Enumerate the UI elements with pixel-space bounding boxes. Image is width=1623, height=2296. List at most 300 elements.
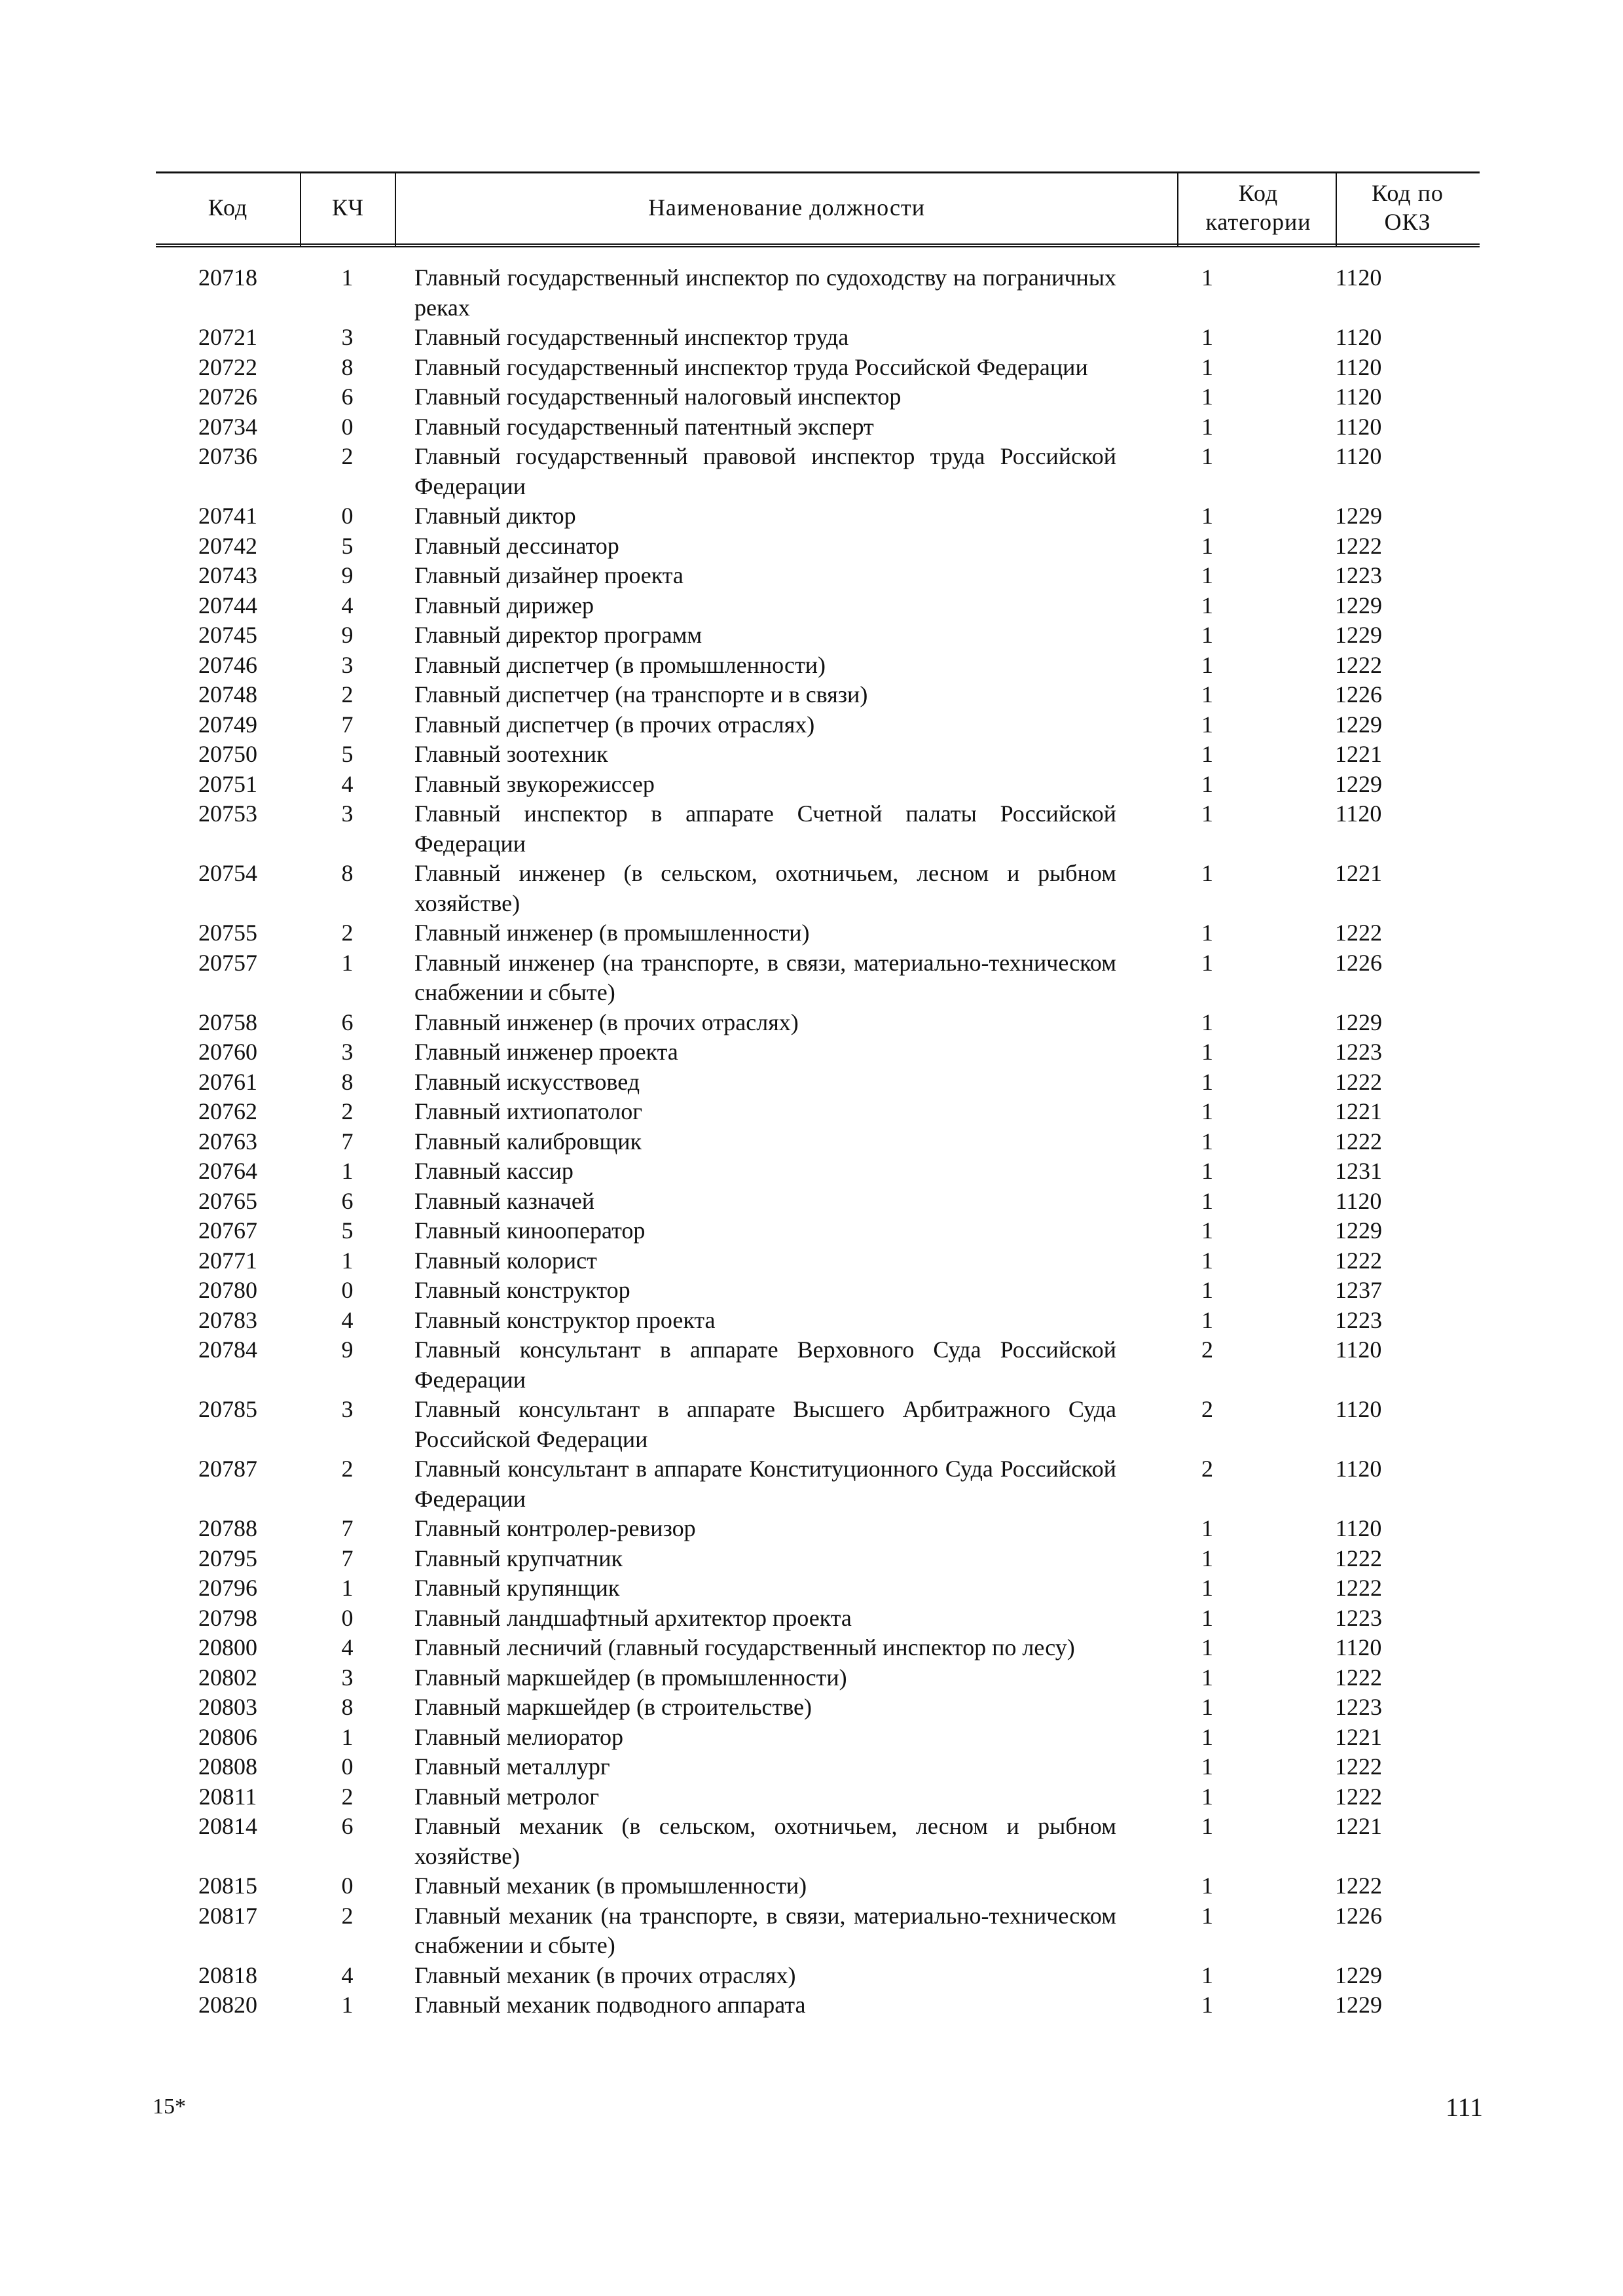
cell-code: 20753 (198, 800, 257, 827)
cell-code: 20811 (198, 1783, 257, 1810)
table-row (156, 412, 1480, 442)
cell-code: 20814 (198, 1813, 257, 1839)
cell-kch: 1 (341, 264, 354, 291)
cell-name: Главный ихтиопатолог (414, 1098, 642, 1124)
cell-okz: 1229 (1335, 1962, 1382, 1988)
cell-okz: 1231 (1335, 1158, 1382, 1184)
cell-code: 20808 (198, 1753, 257, 1780)
column-divider (1336, 171, 1337, 246)
cell-category: 1 (1201, 1306, 1213, 1333)
cell-okz: 1120 (1335, 1396, 1382, 1422)
cell-category: 1 (1201, 1068, 1213, 1095)
cell-kch: 2 (341, 681, 354, 708)
table-row (156, 1127, 1480, 1157)
cell-name: Главный механик (в сельском, охотничьем, лесном и рыбном хозяйстве) (414, 1813, 1116, 1869)
table-row (156, 859, 1480, 918)
cell-category: 1 (1201, 622, 1213, 648)
table-row (156, 1276, 1480, 1306)
cell-category: 1 (1201, 1575, 1213, 1601)
cell-okz: 1120 (1335, 353, 1382, 380)
cell-category: 1 (1201, 1962, 1213, 1988)
cell-name: Главный механик подводного аппарата (414, 1992, 806, 2018)
table-row (156, 1187, 1480, 1217)
cell-code: 20726 (198, 384, 257, 410)
table-row (156, 1097, 1480, 1127)
cell-code: 20758 (198, 1009, 257, 1035)
cell-name: Главный казначей (414, 1187, 595, 1214)
cell-name: Главный инспектор в аппарате Счетной палаты Российской Федерации (414, 800, 1116, 857)
table-row (156, 591, 1480, 621)
cell-code: 20788 (198, 1515, 257, 1541)
cell-kch: 1 (341, 949, 354, 976)
cell-kch: 9 (341, 1336, 354, 1363)
table-row (156, 353, 1480, 383)
header-name: Наименование должности (647, 194, 926, 221)
cell-code: 20749 (198, 711, 257, 738)
cell-name: Главный государственный инспектор по судоходству на пограничных реках (414, 264, 1116, 321)
cell-kch: 2 (341, 1783, 354, 1810)
cell-code: 20764 (198, 1158, 257, 1184)
cell-name: Главный механик (в промышленности) (414, 1873, 807, 1899)
cell-okz: 1226 (1335, 1902, 1382, 1929)
cell-name: Главный консультант в аппарате Верховного Суда Российской Федерации (414, 1336, 1116, 1393)
cell-okz: 1229 (1335, 1217, 1382, 1244)
cell-category: 1 (1201, 949, 1213, 976)
table-row (156, 740, 1480, 770)
cell-code: 20780 (198, 1277, 257, 1303)
cell-kch: 9 (341, 562, 354, 588)
cell-okz: 1221 (1335, 741, 1382, 767)
table-row (156, 531, 1480, 562)
cell-name: Главный государственный патентный эксперт (414, 413, 874, 440)
cell-kch: 2 (341, 920, 354, 946)
cell-code: 20743 (198, 562, 257, 588)
cell-category: 1 (1201, 1009, 1213, 1035)
cell-kch: 5 (341, 741, 354, 767)
cell-kch: 0 (341, 1753, 354, 1780)
header-category: Код категории (1205, 180, 1311, 235)
table-row (156, 651, 1480, 681)
cell-category: 1 (1201, 651, 1213, 678)
cell-category: 1 (1201, 1902, 1213, 1929)
cell-code: 20815 (198, 1873, 257, 1899)
cell-code: 20755 (198, 920, 257, 946)
cell-code: 20757 (198, 949, 257, 976)
cell-code: 20798 (198, 1604, 257, 1631)
cell-code: 20803 (198, 1694, 257, 1720)
cell-code: 20751 (198, 770, 257, 797)
cell-kch: 4 (341, 592, 354, 619)
cell-okz: 1223 (1335, 1604, 1382, 1631)
cell-okz: 1222 (1335, 1753, 1382, 1780)
cell-name: Главный колорист (414, 1247, 597, 1274)
cell-okz: 1120 (1335, 800, 1382, 827)
cell-category: 1 (1201, 1277, 1213, 1303)
cell-code: 20748 (198, 681, 257, 708)
cell-code: 20734 (198, 413, 257, 440)
cell-name: Главный диктор (414, 503, 576, 529)
cell-kch: 6 (341, 1813, 354, 1839)
header-okz: Код по ОКЗ (1372, 180, 1444, 235)
table-row (156, 1454, 1480, 1514)
cell-category: 1 (1201, 592, 1213, 619)
cell-category: 1 (1201, 1039, 1213, 1065)
cell-okz: 1120 (1335, 1515, 1382, 1541)
cell-okz: 1221 (1335, 1813, 1382, 1839)
table-row (156, 382, 1480, 412)
table-row (156, 948, 1480, 1008)
table-row (156, 620, 1480, 651)
cell-category: 1 (1201, 860, 1213, 886)
cell-code: 20750 (198, 741, 257, 767)
cell-kch: 1 (341, 1723, 354, 1750)
cell-okz: 1120 (1335, 443, 1382, 469)
cell-okz: 1120 (1335, 1634, 1382, 1660)
cell-category: 1 (1201, 1128, 1213, 1155)
table-row (156, 1901, 1480, 1961)
cell-name: Главный инженер (на транспорте, в связи, материально-техническом снабжении и сбыте) (414, 949, 1116, 1005)
cell-name: Главный государственный правовой инспектор труда Российской Федерации (414, 443, 1116, 499)
cell-name: Главный кинооператор (414, 1217, 646, 1244)
cell-okz: 1222 (1335, 651, 1382, 678)
table-row (156, 561, 1480, 591)
header-code: Код (208, 194, 248, 221)
cell-code: 20784 (198, 1336, 257, 1363)
cell-code: 20796 (198, 1575, 257, 1601)
cell-name: Главный дизайнер проекта (414, 562, 684, 588)
cell-name: Главный инженер проекта (414, 1039, 678, 1065)
cell-kch: 3 (341, 800, 354, 827)
cell-code: 20795 (198, 1545, 257, 1571)
cell-category: 1 (1201, 1992, 1213, 2018)
cell-kch: 0 (341, 1873, 354, 1899)
cell-code: 20820 (198, 1992, 257, 2018)
cell-okz: 1229 (1335, 503, 1382, 529)
cell-okz: 1223 (1335, 562, 1382, 588)
cell-kch: 3 (341, 1396, 354, 1422)
cell-code: 20736 (198, 443, 257, 469)
cell-code: 20806 (198, 1723, 257, 1750)
cell-name: Главный металлург (414, 1753, 610, 1780)
cell-code: 20761 (198, 1068, 257, 1095)
cell-okz: 1229 (1335, 711, 1382, 738)
table-row (156, 680, 1480, 710)
cell-category: 1 (1201, 800, 1213, 827)
cell-okz: 1229 (1335, 592, 1382, 619)
cell-category: 1 (1201, 1217, 1213, 1244)
cell-kch: 0 (341, 503, 354, 529)
cell-code: 20818 (198, 1962, 257, 1988)
cell-okz: 1222 (1335, 1664, 1382, 1691)
cell-kch: 1 (341, 1575, 354, 1601)
table-row (156, 1544, 1480, 1574)
cell-name: Главный диспетчер (в прочих отраслях) (414, 711, 815, 738)
cell-category: 1 (1201, 443, 1213, 469)
cell-okz: 1222 (1335, 920, 1382, 946)
cell-category: 1 (1201, 562, 1213, 588)
cell-kch: 3 (341, 1664, 354, 1691)
cell-code: 20742 (198, 532, 257, 559)
cell-category: 1 (1201, 384, 1213, 410)
cell-kch: 3 (341, 324, 354, 350)
cell-code: 20771 (198, 1247, 257, 1274)
table-row (156, 501, 1480, 531)
table-body (156, 263, 1480, 2020)
cell-okz: 1222 (1335, 532, 1382, 559)
table-row (156, 1514, 1480, 1544)
cell-code: 20745 (198, 622, 257, 648)
cell-kch: 7 (341, 1515, 354, 1541)
header-double-rule (156, 243, 1480, 247)
cell-okz: 1222 (1335, 1783, 1382, 1810)
table-row (156, 710, 1480, 740)
cell-okz: 1226 (1335, 949, 1382, 976)
table-row (156, 1395, 1480, 1454)
cell-okz: 1221 (1335, 1723, 1382, 1750)
cell-kch: 8 (341, 353, 354, 380)
cell-okz: 1222 (1335, 1128, 1382, 1155)
table-row (156, 1990, 1480, 2020)
cell-category: 1 (1201, 1098, 1213, 1124)
cell-name: Главный звукорежиссер (414, 770, 655, 797)
cell-name: Главный ландшафтный архитектор проекта (414, 1604, 852, 1631)
table-row (156, 1037, 1480, 1067)
cell-kch: 7 (341, 711, 354, 738)
cell-category: 1 (1201, 1783, 1213, 1810)
cell-kch: 4 (341, 1634, 354, 1660)
cell-okz: 1120 (1335, 1336, 1382, 1363)
cell-kch: 1 (341, 1158, 354, 1184)
cell-category: 2 (1201, 1456, 1213, 1482)
table-row (156, 1157, 1480, 1187)
cell-category: 1 (1201, 503, 1213, 529)
cell-code: 20802 (198, 1664, 257, 1691)
table-row (156, 1573, 1480, 1604)
cell-kch: 7 (341, 1128, 354, 1155)
cell-category: 1 (1201, 1723, 1213, 1750)
cell-okz: 1120 (1335, 264, 1382, 291)
cell-name: Главный дессинатор (414, 532, 619, 559)
table-row (156, 1752, 1480, 1782)
cell-code: 20767 (198, 1217, 257, 1244)
table-row (156, 1782, 1480, 1812)
cell-kch: 0 (341, 413, 354, 440)
cell-name: Главный искусствовед (414, 1068, 640, 1095)
cell-okz: 1222 (1335, 1247, 1382, 1274)
cell-okz: 1223 (1335, 1306, 1382, 1333)
cell-kch: 1 (341, 1247, 354, 1274)
cell-okz: 1229 (1335, 770, 1382, 797)
cell-code: 20721 (198, 324, 257, 350)
cell-name: Главный консультант в аппарате Высшего Арбитражного Суда Российской Федерации (414, 1396, 1116, 1452)
cell-name: Главный калибровщик (414, 1128, 642, 1155)
cell-category: 1 (1201, 681, 1213, 708)
cell-okz: 1223 (1335, 1039, 1382, 1065)
cell-name: Главный маркшейдер (в промышленности) (414, 1664, 847, 1691)
cell-code: 20722 (198, 353, 257, 380)
cell-category: 1 (1201, 1753, 1213, 1780)
cell-category: 1 (1201, 1813, 1213, 1839)
cell-okz: 1120 (1335, 324, 1382, 350)
cell-category: 1 (1201, 1664, 1213, 1691)
cell-code: 20741 (198, 503, 257, 529)
cell-kch: 2 (341, 1902, 354, 1929)
table-row (156, 1871, 1480, 1901)
cell-okz: 1229 (1335, 622, 1382, 648)
cell-code: 20800 (198, 1634, 257, 1660)
cell-category: 1 (1201, 920, 1213, 946)
cell-okz: 1120 (1335, 413, 1382, 440)
cell-code: 20760 (198, 1039, 257, 1065)
cell-kch: 1 (341, 1992, 354, 2018)
table-row (156, 442, 1480, 501)
table-row (156, 1693, 1480, 1723)
cell-category: 1 (1201, 1545, 1213, 1571)
cell-name: Главный крупянщик (414, 1575, 620, 1601)
cell-category: 1 (1201, 1515, 1213, 1541)
cell-code: 20763 (198, 1128, 257, 1155)
cell-category: 1 (1201, 741, 1213, 767)
cell-category: 1 (1201, 1187, 1213, 1214)
column-divider (1177, 171, 1178, 246)
table-row (156, 1604, 1480, 1634)
cell-kch: 7 (341, 1545, 354, 1571)
cell-kch: 2 (341, 1456, 354, 1482)
cell-category: 1 (1201, 1694, 1213, 1720)
table-row (156, 1008, 1480, 1038)
table-row (156, 1067, 1480, 1098)
cell-category: 1 (1201, 264, 1213, 291)
cell-kch: 6 (341, 1009, 354, 1035)
cell-kch: 8 (341, 1068, 354, 1095)
cell-code: 20754 (198, 860, 257, 886)
cell-category: 1 (1201, 1247, 1213, 1274)
cell-kch: 8 (341, 860, 354, 886)
cell-kch: 4 (341, 1962, 354, 1988)
cell-kch: 3 (341, 1039, 354, 1065)
page-number: 111 (1446, 2092, 1484, 2122)
cell-category: 1 (1201, 532, 1213, 559)
signature-mark: 15* (153, 2094, 186, 2119)
cell-category: 1 (1201, 711, 1213, 738)
table-row (156, 918, 1480, 948)
cell-kch: 5 (341, 1217, 354, 1244)
cell-name: Главный контролер-ревизор (414, 1515, 696, 1541)
table-row (156, 1633, 1480, 1663)
cell-name: Главный механик (на транспорте, в связи, материально-техническом снабжении и сбыте) (414, 1902, 1116, 1958)
cell-code: 20787 (198, 1456, 257, 1482)
cell-category: 1 (1201, 353, 1213, 380)
table-row (156, 1663, 1480, 1693)
cell-kch: 6 (341, 384, 354, 410)
cell-name: Главный государственный налоговый инспектор (414, 384, 902, 410)
cell-okz: 1226 (1335, 681, 1382, 708)
cell-name: Главный лесничий (главный государственный инспектор по лесу) (414, 1634, 1075, 1660)
cell-okz: 1120 (1335, 1187, 1382, 1214)
header-kch: КЧ (332, 194, 364, 221)
cell-code: 20817 (198, 1902, 257, 1929)
cell-category: 1 (1201, 1873, 1213, 1899)
cell-code: 20746 (198, 651, 257, 678)
cell-kch: 2 (341, 443, 354, 469)
cell-category: 1 (1201, 413, 1213, 440)
cell-kch: 0 (341, 1277, 354, 1303)
cell-name: Главный дирижер (414, 592, 594, 619)
table-row (156, 770, 1480, 800)
cell-okz: 1222 (1335, 1068, 1382, 1095)
table-row (156, 1216, 1480, 1246)
cell-kch: 9 (341, 622, 354, 648)
table-row (156, 1306, 1480, 1336)
cell-name: Главный маркшейдер (в строительстве) (414, 1694, 812, 1720)
cell-kch: 4 (341, 770, 354, 797)
cell-category: 2 (1201, 1336, 1213, 1363)
cell-category: 1 (1201, 770, 1213, 797)
cell-name: Главный диспетчер (на транспорте и в связи) (414, 681, 868, 708)
cell-code: 20785 (198, 1396, 257, 1422)
cell-kch: 8 (341, 1694, 354, 1720)
cell-category: 1 (1201, 1634, 1213, 1660)
cell-name: Главный консультант в аппарате Конституционного Суда Российской Федерации (414, 1456, 1116, 1512)
table-row (156, 799, 1480, 859)
cell-category: 1 (1201, 324, 1213, 350)
cell-kch: 4 (341, 1306, 354, 1333)
cell-name: Главный государственный инспектор труда Российской Федерации (414, 353, 1088, 380)
cell-kch: 0 (341, 1604, 354, 1631)
cell-kch: 5 (341, 532, 354, 559)
cell-okz: 1229 (1335, 1992, 1382, 2018)
cell-name: Главный метролог (414, 1783, 599, 1810)
cell-okz: 1120 (1335, 1456, 1382, 1482)
cell-okz: 1222 (1335, 1873, 1382, 1899)
cell-code: 20744 (198, 592, 257, 619)
cell-kch: 2 (341, 1098, 354, 1124)
cell-name: Главный зоотехник (414, 741, 608, 767)
cell-code: 20718 (198, 264, 257, 291)
cell-category: 1 (1201, 1158, 1213, 1184)
cell-name: Главный кассир (414, 1158, 574, 1184)
cell-name: Главный конструктор (414, 1277, 630, 1303)
cell-name: Главный инженер (в сельском, охотничьем, лесном и рыбном хозяйстве) (414, 860, 1116, 916)
cell-category: 2 (1201, 1396, 1213, 1422)
cell-name: Главный диспетчер (в промышленности) (414, 651, 826, 678)
table-row (156, 1335, 1480, 1395)
table-row (156, 263, 1480, 323)
cell-okz: 1222 (1335, 1545, 1382, 1571)
cell-okz: 1222 (1335, 1575, 1382, 1601)
cell-code: 20762 (198, 1098, 257, 1124)
cell-name: Главный мелиоратор (414, 1723, 624, 1750)
table-row (156, 1961, 1480, 1991)
cell-name: Главный инженер (в промышленности) (414, 920, 810, 946)
cell-name: Главный государственный инспектор труда (414, 324, 849, 350)
table-row (156, 1723, 1480, 1753)
table-row (156, 1812, 1480, 1871)
table-row (156, 323, 1480, 353)
cell-okz: 1221 (1335, 860, 1382, 886)
cell-name: Главный крупчатник (414, 1545, 623, 1571)
cell-name: Главный директор программ (414, 622, 702, 648)
cell-code: 20765 (198, 1187, 257, 1214)
cell-kch: 6 (341, 1187, 354, 1214)
cell-code: 20783 (198, 1306, 257, 1333)
cell-okz: 1221 (1335, 1098, 1382, 1124)
cell-kch: 3 (341, 651, 354, 678)
cell-okz: 1229 (1335, 1009, 1382, 1035)
cell-name: Главный конструктор проекта (414, 1306, 716, 1333)
cell-name: Главный механик (в прочих отраслях) (414, 1962, 796, 1988)
cell-name: Главный инженер (в прочих отраслях) (414, 1009, 799, 1035)
